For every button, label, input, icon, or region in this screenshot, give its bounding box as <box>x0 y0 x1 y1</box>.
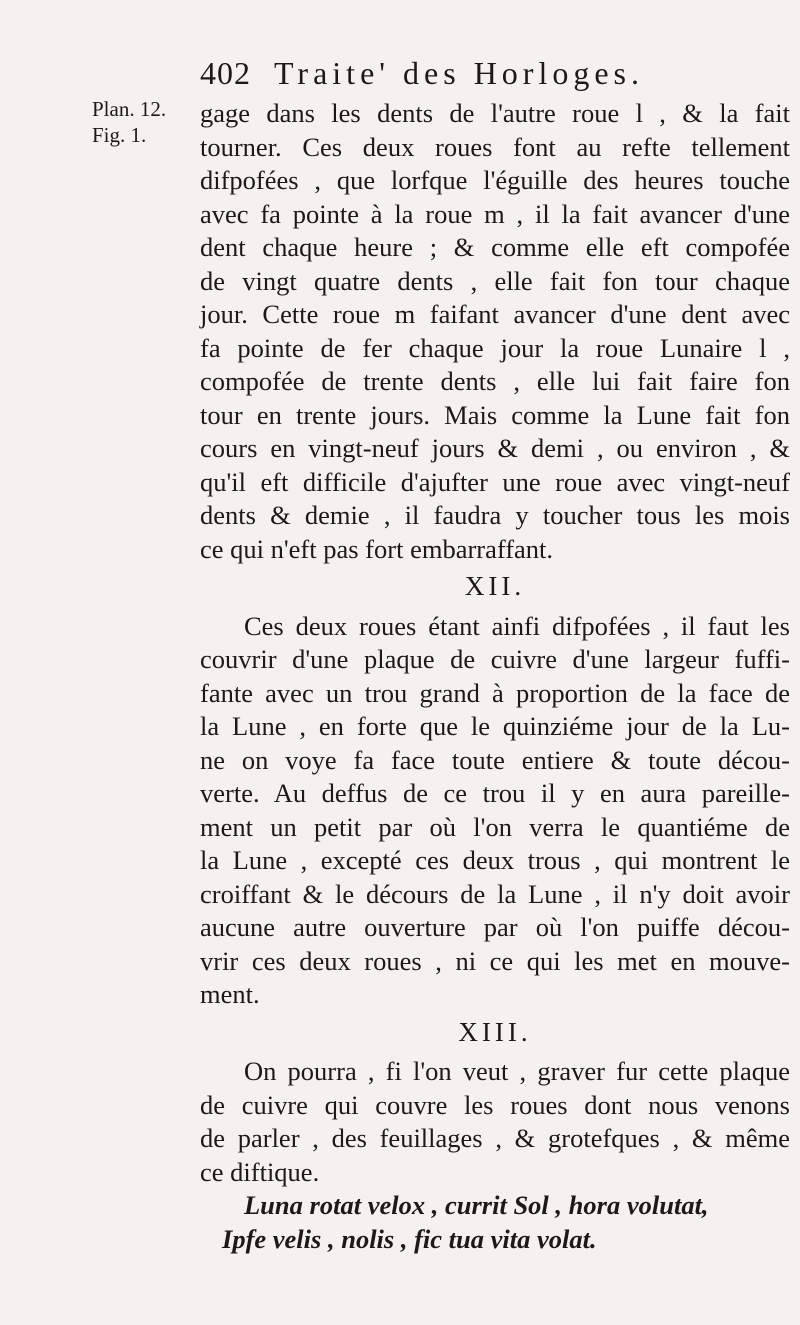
text-line: jour. Cette roue m faifant avancer d'une dent avec <box>200 299 790 329</box>
text-line: qu'il eft difficile d'ajufter une roue avec vingt-neuf <box>200 466 790 497</box>
text-line: On pourra , fi l'on veut , graver fur cette plaque <box>244 1056 790 1086</box>
text-line: ment un petit par où l'on verra le quantiéme de <box>200 811 790 842</box>
text-line: de parler , des feuillages , & grotefques , & même <box>200 1123 790 1153</box>
text-line: verte. Au deffus de ce trou il y en aura pareille- <box>200 778 790 808</box>
text-line: ment. <box>200 979 260 1009</box>
text-line: vrir ces deux roues , ni ce qui les met en mouve- <box>200 945 790 976</box>
text-line: difpofées , que lorfque l'éguille des heures touche <box>200 165 790 195</box>
paragraph-3 <box>200 1055 790 1189</box>
text-line: ne on voye fa face toute entiere & toute décou- <box>200 744 790 775</box>
section-heading-xiii: XIII. <box>458 1016 532 1047</box>
running-title: Traite' des Horloges. <box>274 55 644 91</box>
running-header <box>200 55 644 92</box>
section-heading-xii: XII. <box>464 571 526 601</box>
text-line: la Lune , en forte que le quinziéme jour de la Lu- <box>200 711 790 741</box>
page-number: 402 <box>200 55 251 91</box>
text-line: dents & demie , il faudra y toucher tous les mois <box>200 500 790 530</box>
margin-note-figure: Fig. 1. <box>92 123 147 147</box>
text-line: cours en vingt-neuf jours & demi , ou environ , & <box>200 433 790 463</box>
text-line: gage dans les dents de l'autre roue l , & la fait <box>200 98 790 128</box>
text-line: croiffant & le décours de la Lune , il n'y doit avoir <box>200 878 790 909</box>
paragraph-2 <box>200 610 790 1012</box>
text-line: couvrir d'une plaque de cuivre d'une largeur fuffi- <box>200 644 790 674</box>
text-line: fa pointe de fer chaque jour la roue Lunaire l , <box>200 332 790 363</box>
distich-line: Luna rotat velox , currit Sol , hora volutat, <box>244 1190 709 1220</box>
text-line: de vingt quatre dents , elle fait fon tour chaque <box>200 265 790 296</box>
text-line: ce qui n'eft pas fort embarraffant. <box>200 533 554 564</box>
margin-note <box>92 96 166 148</box>
text-line: avec fa pointe à la roue m , il la fait avancer d'une <box>200 198 790 229</box>
text-line: tourner. Ces deux roues font au refte tellement <box>200 131 790 162</box>
text-line: la Lune , excepté ces deux trous , qui montrent le <box>200 845 790 875</box>
text-line: compofée de trente dents , elle lui fait faire fon <box>200 366 790 396</box>
text-line: fante avec un trou grand à proportion de la face de <box>200 677 790 708</box>
text-line: ce diftique. <box>200 1156 320 1187</box>
text-line: tour en trente jours. Mais comme la Lune fait fon <box>200 399 790 430</box>
latin-distich <box>200 1189 790 1256</box>
text-line: de cuivre qui couvre les roues dont nous venons <box>200 1089 790 1120</box>
body-text <box>200 97 790 1256</box>
text-line: dent chaque heure ; & comme elle eft compofée <box>200 232 790 262</box>
distich-line: Ipfe velis , nolis , fic tua vita volat. <box>222 1223 597 1254</box>
margin-note-plate: Plan. 12. <box>92 97 167 121</box>
paragraph-1 <box>200 97 790 566</box>
text-line: Ces deux roues étant ainfi difpofées , il faut les <box>244 610 790 641</box>
text-line: aucune autre ouverture par où l'on puiffe décou- <box>200 912 790 942</box>
